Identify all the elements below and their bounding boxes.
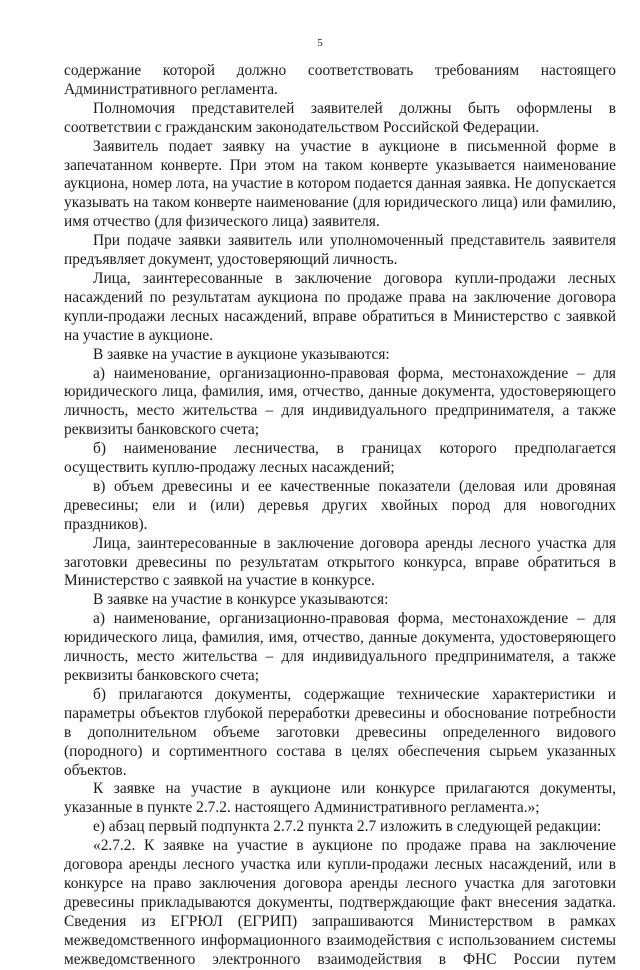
paragraph: Лица, заинтересованные в заключение договора аренды лесного участка для заготовки древесины по результатам открытого конкурса, вправе обратиться в Министерство с заявкой на участие в конкурсе. [64,534,616,590]
paragraph: е) абзац первый подпункта 2.7.2 пункта 2.7 изложить в следующей редакции: [93,818,602,836]
paragraph: Лица, заинтересованные в заключение договора купли-продажи лесных насаждений по результатам аукциона по продаже права на заключение договора купли-продажи лесных насаждений, вправе обратиться в Министерство с заявкой на участие в аукционе. [64,269,616,344]
paragraph: Полномочия представителей заявителей должны быть оформлены в соответствии с гражданским законодательством Российской Федерации. [64,99,616,136]
page-number: 5 [317,37,323,49]
document-body [64,62,616,970]
list-item: а) наименование, организационно-правовая форма, местонахождение – для юридического лица, фамилия, имя, отчество, данные документа, удостоверяющего личность, место жительства – для индивидуального предпринимателя, а также реквизиты банковского счета; [64,610,616,684]
paragraph: Заявитель подает заявку на участие в аукционе в письменной форме в запечатанном конверте. При этом на таком конверте указывается наименование аукциона, номер лота, на участие в котором подается данная заявка. Не допускается указывать на таком конверте наименование (для юридического лица) или фамилию, имя отчество (для физического лица) заявителя. [64,137,616,231]
paragraph: При подаче заявки заявитель или уполномоченный представитель заявителя предъявляет документ, удостоверяющий личность. [64,232,616,269]
list-item: б) прилагаются документы, содержащие технические характеристики и параметры объектов глубокой переработки древесины и обоснование потребности в дополнительном объеме заготовки древесины определенного видового (породного) и сортиментного состава в целях обеспечения сырьем указанных объектов. [64,685,616,779]
list-item: а) наименование, организационно-правовая форма, местонахождение – для юридического лица, фамилия, имя, отчество, данные документа, удостоверяющего личность, место жительства – для индивидуального предпринимателя, а также реквизиты банковского счета; [64,364,616,439]
paragraph: В заявке на участие в аукционе указываются: [93,345,390,363]
list-item: б) наименование лесничества, в границах которого предполагается осуществить куплю-продажу лесных насаждений; [64,440,616,477]
paragraph: «2.7.2. К заявке на участие в аукционе по продаже права на заключение договора аренды лесного участка или купли-продажи лесных насаждений, или в конкурсе на право заключения договора аренды лесного участка для заготовки древесины прикладываются документы, подтверждающие факт внесения задатка. Сведения из ЕГРЮЛ (ЕГРИП) запрашиваются Министерством в рамках межведомственного информационного взаимодействия с использованием системы межведомственного электронного взаимодействия в ФНС России путем [64,837,616,968]
paragraph: содержание которой должно соответствовать требованиям настоящего Административного регламента. [64,62,616,98]
paragraph: В заявке на участие в конкурсе указываются: [93,591,389,609]
list-item: в) объем древесины и ее качественные показатели (деловая или дровяная древесины; ели и (или) деревья других хвойных пород для новогодних праздников). [64,477,616,533]
paragraph: К заявке на участие в аукционе или конкурсе прилагаются документы, указанные в пункте 2.7.2. настоящего Административного регламента.»; [64,780,616,817]
